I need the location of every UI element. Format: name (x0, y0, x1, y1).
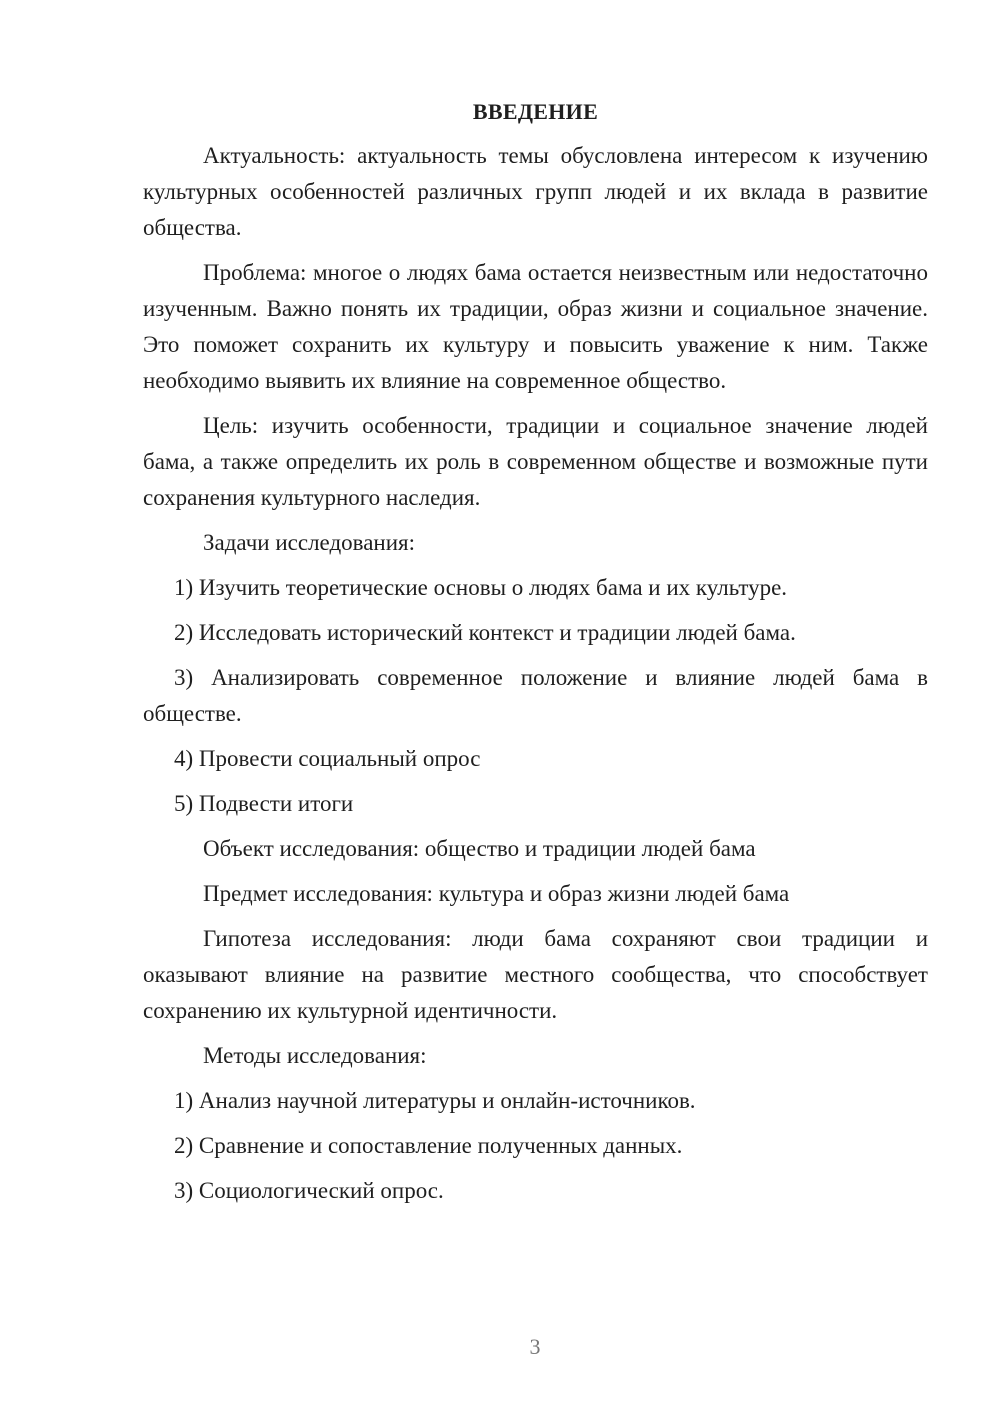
task-item: 5) Подвести итоги (174, 791, 354, 816)
task-item: 2) Исследовать исторический контекст и традиции людей бама. (174, 620, 796, 645)
object-paragraph: Объект исследования: общество и традиции людей бама (203, 836, 756, 861)
subject-paragraph: Предмет исследования: культура и образ жизни людей бама (203, 881, 790, 906)
page-number: 3 (529, 1334, 541, 1359)
relevance-paragraph: Актуальность: актуальность темы обусловлена интересом к изучению культурных особенностей различных групп людей и их вклада в развитие общества. (143, 143, 928, 240)
method-item: 3) Социологический опрос. (174, 1178, 444, 1203)
methods-heading: Методы исследования: (203, 1043, 427, 1068)
tasks-heading: Задачи исследования: (203, 530, 416, 555)
problem-paragraph: Проблема: многое о людях бама остается неизвестным или недостаточно изученным. Важно понять их традиции, образ жизни и социальное значение. Это поможет сохранить их культуру и повысить уважение к ним. Также необходимо выявить их влияние на современное общество. (143, 260, 928, 393)
task-item: 4) Провести социальный опрос (174, 746, 481, 771)
document-body (143, 94, 928, 1218)
goal-paragraph: Цель: изучить особенности, традиции и социальное значение людей бама, а также определить их роль в современном обществе и возможные пути сохранения культурного наследия. (143, 413, 928, 510)
method-item: 2) Сравнение и сопоставление полученных данных. (174, 1133, 683, 1158)
method-item: 1) Анализ научной литературы и онлайн-источников. (174, 1088, 696, 1113)
hypothesis-paragraph: Гипотеза исследования: люди бама сохраняют свои традиции и оказывают влияние на развитие местного сообщества, что способствует сохранению их культурной идентичности. (143, 926, 928, 1023)
page-title: ВВЕДЕНИЕ (472, 99, 599, 124)
task-item: 3) Анализировать современное положение и влияние людей бама в обществе. (143, 665, 928, 726)
task-item: 1) Изучить теоретические основы о людях бама и их культуре. (174, 575, 788, 600)
